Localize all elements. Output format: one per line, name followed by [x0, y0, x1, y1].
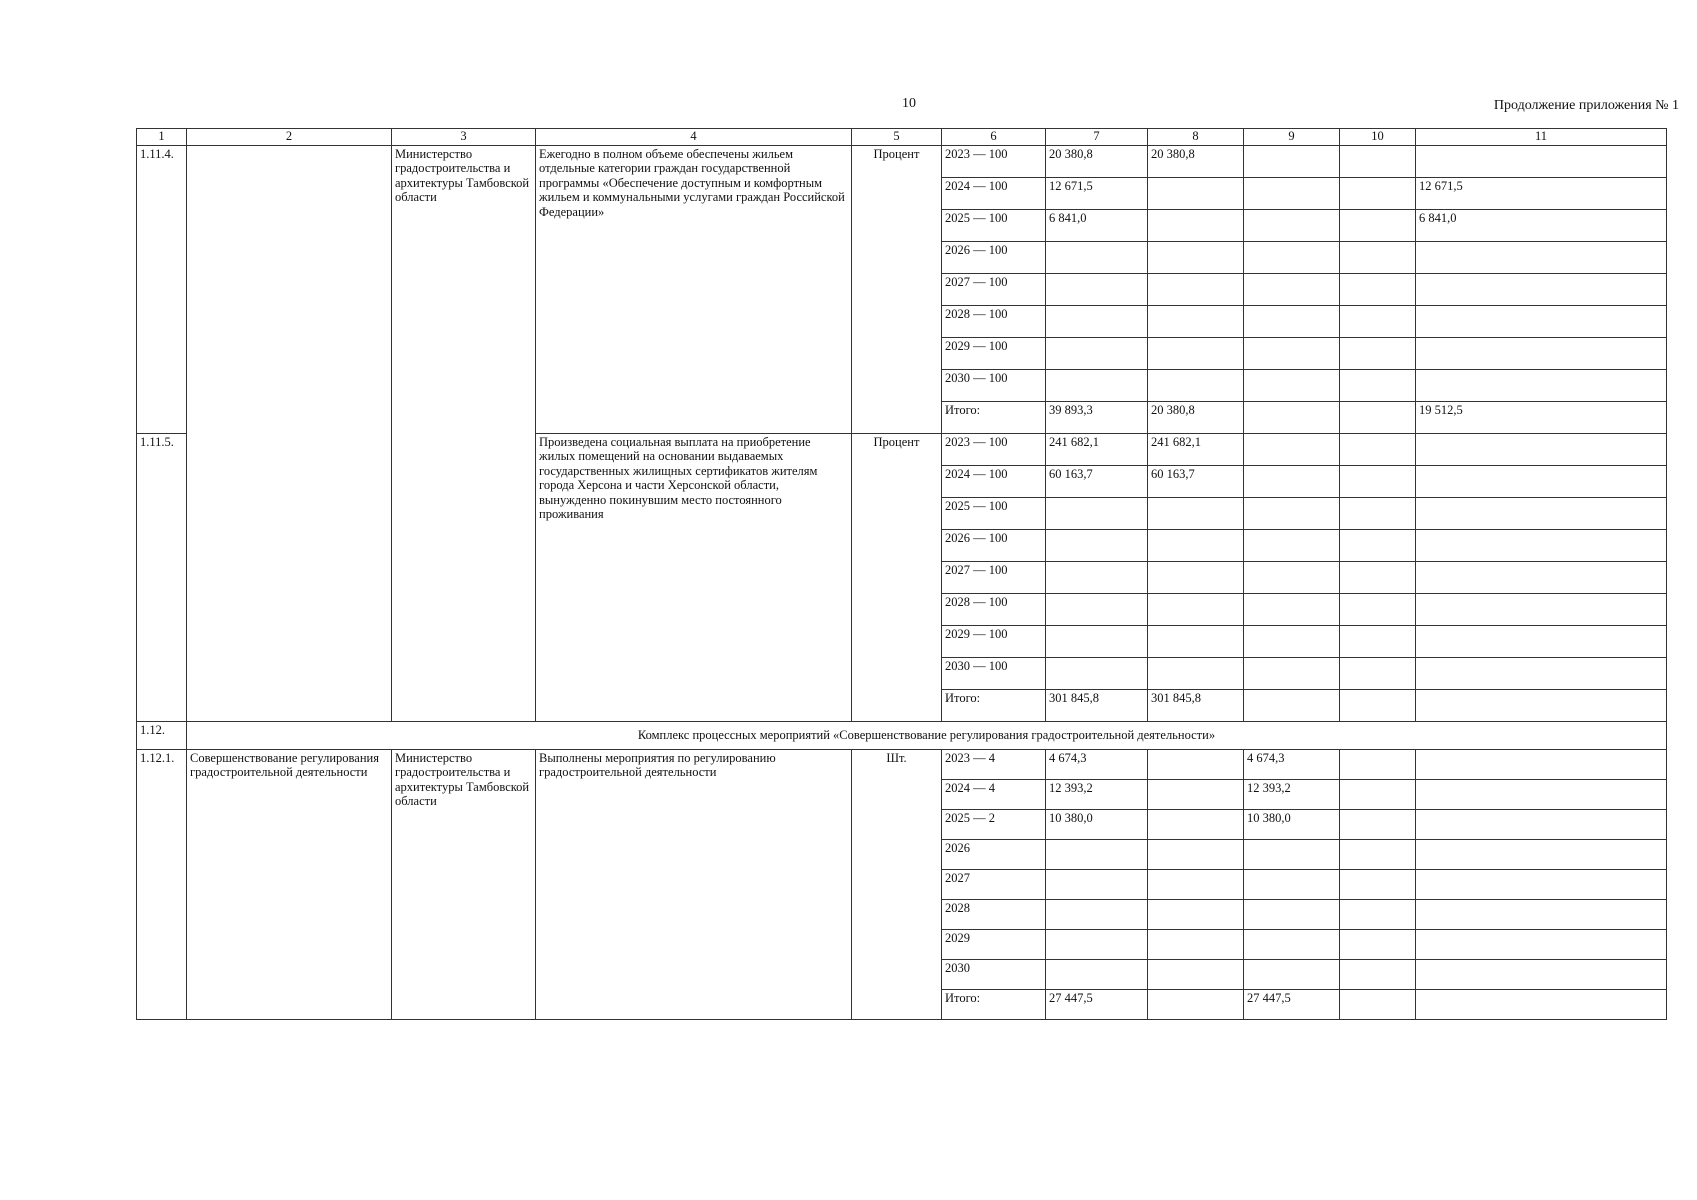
- cell-c6: 2023 — 4: [942, 750, 1046, 780]
- cell-c7: [1046, 530, 1148, 562]
- cell-c8: [1148, 274, 1244, 306]
- cell-c9: [1244, 466, 1340, 498]
- section-row: [137, 722, 1667, 750]
- cell-c6: 2030: [942, 960, 1046, 990]
- col-header: 6: [942, 129, 1046, 146]
- cell-c7: 39 893,3: [1046, 402, 1148, 434]
- cell-c10: [1340, 750, 1416, 780]
- cell-c8: [1148, 594, 1244, 626]
- cell-c7: [1046, 498, 1148, 530]
- cell-c10: [1340, 900, 1416, 930]
- cell-c9: [1244, 960, 1340, 990]
- cell-c8: [1148, 338, 1244, 370]
- cell-c11: 6 841,0: [1416, 210, 1667, 242]
- cell-c9: [1244, 930, 1340, 960]
- cell-c9: [1244, 498, 1340, 530]
- unit: Процент: [852, 434, 942, 722]
- cell-c11: [1416, 626, 1667, 658]
- cell-c9: [1244, 530, 1340, 562]
- cell-c6: 2027 — 100: [942, 562, 1046, 594]
- cell-c9: [1244, 562, 1340, 594]
- cell-c6: 2026 — 100: [942, 530, 1046, 562]
- result-description: Выполнены мероприятия по регулированию градостроительной деятельности: [536, 750, 852, 1020]
- cell-c7: 60 163,7: [1046, 466, 1148, 498]
- cell-c7: [1046, 840, 1148, 870]
- cell-c10: [1340, 658, 1416, 690]
- cell-c8: 20 380,8: [1148, 146, 1244, 178]
- col-header: 8: [1148, 129, 1244, 146]
- item-name: Совершенствование регулирования градостроительной деятельности: [187, 750, 392, 1020]
- cell-c7: [1046, 626, 1148, 658]
- cell-c6: 2029 — 100: [942, 626, 1046, 658]
- cell-c11: [1416, 810, 1667, 840]
- cell-c9: 12 393,2: [1244, 780, 1340, 810]
- cell-c7: [1046, 274, 1148, 306]
- cell-c10: [1340, 434, 1416, 466]
- cell-c6: Итого:: [942, 690, 1046, 722]
- cell-c7: [1046, 658, 1148, 690]
- cell-c11: [1416, 690, 1667, 722]
- table-row: [137, 146, 1667, 178]
- cell-c11: [1416, 306, 1667, 338]
- cell-c10: [1340, 690, 1416, 722]
- cell-c10: [1340, 960, 1416, 990]
- cell-c8: [1148, 498, 1244, 530]
- section-number: 1.12.: [137, 722, 187, 750]
- col-header: 10: [1340, 129, 1416, 146]
- cell-c10: [1340, 466, 1416, 498]
- cell-c11: [1416, 930, 1667, 960]
- unit: Процент: [852, 146, 942, 434]
- cell-c7: 12 671,5: [1046, 178, 1148, 210]
- cell-c11: [1416, 530, 1667, 562]
- cell-c8: [1148, 900, 1244, 930]
- cell-c9: 4 674,3: [1244, 750, 1340, 780]
- cell-c8: [1148, 306, 1244, 338]
- cell-c6: 2027 — 100: [942, 274, 1046, 306]
- cell-c11: 12 671,5: [1416, 178, 1667, 210]
- cell-c11: [1416, 960, 1667, 990]
- cell-c10: [1340, 274, 1416, 306]
- cell-c7: [1046, 930, 1148, 960]
- item-number: 1.12.1.: [137, 750, 187, 1020]
- cell-c7: 12 393,2: [1046, 780, 1148, 810]
- cell-c10: [1340, 810, 1416, 840]
- cell-c10: [1340, 990, 1416, 1020]
- cell-c8: 60 163,7: [1148, 466, 1244, 498]
- cell-c11: [1416, 594, 1667, 626]
- cell-c9: [1244, 594, 1340, 626]
- cell-c7: [1046, 594, 1148, 626]
- cell-c11: [1416, 466, 1667, 498]
- cell-c8: [1148, 242, 1244, 274]
- cell-c6: 2024 — 100: [942, 466, 1046, 498]
- cell-c6: 2025 — 2: [942, 810, 1046, 840]
- page-number: 10: [902, 96, 916, 111]
- cell-c9: [1244, 402, 1340, 434]
- cell-c9: [1244, 900, 1340, 930]
- cell-c6: 2026 — 100: [942, 242, 1046, 274]
- cell-c8: [1148, 530, 1244, 562]
- cell-c11: 19 512,5: [1416, 402, 1667, 434]
- cell-c9: [1244, 870, 1340, 900]
- header-row: [137, 129, 1667, 146]
- cell-c8: [1148, 370, 1244, 402]
- cell-c11: [1416, 562, 1667, 594]
- cell-c7: [1046, 870, 1148, 900]
- cell-c8: [1148, 810, 1244, 840]
- cell-c7: [1046, 900, 1148, 930]
- col-header: 5: [852, 129, 942, 146]
- responsible-ministry: Министерство градостроительства и архитектуры Тамбовской области: [392, 750, 536, 1020]
- cell-c8: [1148, 840, 1244, 870]
- col-header: 11: [1416, 129, 1667, 146]
- cell-c11: [1416, 146, 1667, 178]
- cell-c6: 2029 — 100: [942, 338, 1046, 370]
- cell-c11: [1416, 242, 1667, 274]
- cell-c9: [1244, 690, 1340, 722]
- cell-c7: [1046, 562, 1148, 594]
- cell-c8: 241 682,1: [1148, 434, 1244, 466]
- cell-c6: 2023 — 100: [942, 146, 1046, 178]
- cell-c8: [1148, 960, 1244, 990]
- cell-c7: 20 380,8: [1046, 146, 1148, 178]
- col-header: 7: [1046, 129, 1148, 146]
- result-description: Ежегодно в полном объеме обеспечены жильем отдельные категории граждан государственной программы «Обеспечение доступным и комфортным жильем и коммунальными услугами граждан Российской Федерации»: [536, 146, 852, 434]
- cell-c11: [1416, 900, 1667, 930]
- cell-c10: [1340, 930, 1416, 960]
- cell-c10: [1340, 370, 1416, 402]
- cell-c9: [1244, 306, 1340, 338]
- cell-c9: [1244, 370, 1340, 402]
- cell-c10: [1340, 402, 1416, 434]
- cell-c10: [1340, 840, 1416, 870]
- cell-c10: [1340, 780, 1416, 810]
- cell-c7: [1046, 306, 1148, 338]
- cell-c8: [1148, 870, 1244, 900]
- col-header: 2: [187, 129, 392, 146]
- program-table: [136, 128, 1667, 1020]
- cell-c8: 20 380,8: [1148, 402, 1244, 434]
- cell-c7: 4 674,3: [1046, 750, 1148, 780]
- cell-c9: [1244, 210, 1340, 242]
- cell-c9: [1244, 626, 1340, 658]
- result-description: Произведена социальная выплата на приобретение жилых помещений на основании выдаваемых государственных жилищных сертификатов жителям города Херсона и части Херсонской области, вынужденно покинувшим место постоянного проживания: [536, 434, 852, 722]
- cell-c7: 10 380,0: [1046, 810, 1148, 840]
- item-number: 1.11.4.: [137, 146, 187, 434]
- cell-c8: [1148, 562, 1244, 594]
- cell-c7: 241 682,1: [1046, 434, 1148, 466]
- cell-c9: [1244, 338, 1340, 370]
- cell-c6: 2025 — 100: [942, 498, 1046, 530]
- cell-c11: [1416, 750, 1667, 780]
- cell-c6: 2029: [942, 930, 1046, 960]
- cell-c7: 27 447,5: [1046, 990, 1148, 1020]
- col-header: 4: [536, 129, 852, 146]
- cell-c9: 10 380,0: [1244, 810, 1340, 840]
- cell-c8: [1148, 626, 1244, 658]
- table-row: [137, 750, 1667, 780]
- cell-c7: 301 845,8: [1046, 690, 1148, 722]
- cell-c9: [1244, 274, 1340, 306]
- col-header: 1: [137, 129, 187, 146]
- cell-c6: 2030 — 100: [942, 370, 1046, 402]
- cell-c6: 2028 — 100: [942, 306, 1046, 338]
- cell-c8: 301 845,8: [1148, 690, 1244, 722]
- cell-c7: 6 841,0: [1046, 210, 1148, 242]
- cell-c6: 2024 — 4: [942, 780, 1046, 810]
- cell-c10: [1340, 306, 1416, 338]
- cell-c10: [1340, 870, 1416, 900]
- cell-c9: 27 447,5: [1244, 990, 1340, 1020]
- col-header: 3: [392, 129, 536, 146]
- cell-c6: 2028 — 100: [942, 594, 1046, 626]
- cell-c10: [1340, 626, 1416, 658]
- cell-c10: [1340, 562, 1416, 594]
- cell-c11: [1416, 658, 1667, 690]
- cell-c6: 2027: [942, 870, 1046, 900]
- cell-c8: [1148, 210, 1244, 242]
- cell-c6: 2025 — 100: [942, 210, 1046, 242]
- cell-c9: [1244, 840, 1340, 870]
- cell-c9: [1244, 658, 1340, 690]
- cell-c9: [1244, 434, 1340, 466]
- responsible-ministry: Министерство градостроительства и архитектуры Тамбовской области: [392, 146, 536, 722]
- cell-c11: [1416, 840, 1667, 870]
- item-number: 1.11.5.: [137, 434, 187, 722]
- continuation-label: Продолжение приложения № 1: [1493, 98, 1679, 113]
- cell-c11: [1416, 274, 1667, 306]
- cell-c10: [1340, 594, 1416, 626]
- cell-c6: Итого:: [942, 990, 1046, 1020]
- cell-c11: [1416, 498, 1667, 530]
- cell-c11: [1416, 370, 1667, 402]
- col-header: 9: [1244, 129, 1340, 146]
- cell-c9: [1244, 242, 1340, 274]
- cell-c6: Итого:: [942, 402, 1046, 434]
- cell-c8: [1148, 990, 1244, 1020]
- cell-c10: [1340, 338, 1416, 370]
- cell-c11: [1416, 434, 1667, 466]
- cell-c10: [1340, 242, 1416, 274]
- cell-c8: [1148, 178, 1244, 210]
- item-name: [187, 146, 392, 722]
- cell-c11: [1416, 990, 1667, 1020]
- cell-c7: [1046, 338, 1148, 370]
- cell-c10: [1340, 146, 1416, 178]
- cell-c10: [1340, 178, 1416, 210]
- cell-c11: [1416, 870, 1667, 900]
- cell-c10: [1340, 210, 1416, 242]
- section-title: Комплекс процессных мероприятий «Совершенствование регулирования градостроительной деятельности»: [187, 722, 1667, 750]
- cell-c8: [1148, 750, 1244, 780]
- cell-c6: 2026: [942, 840, 1046, 870]
- cell-c8: [1148, 930, 1244, 960]
- cell-c6: 2028: [942, 900, 1046, 930]
- cell-c11: [1416, 338, 1667, 370]
- cell-c9: [1244, 146, 1340, 178]
- cell-c7: [1046, 960, 1148, 990]
- cell-c6: 2023 — 100: [942, 434, 1046, 466]
- cell-c9: [1244, 178, 1340, 210]
- cell-c6: 2024 — 100: [942, 178, 1046, 210]
- cell-c7: [1046, 370, 1148, 402]
- cell-c8: [1148, 658, 1244, 690]
- cell-c7: [1046, 242, 1148, 274]
- cell-c6: 2030 — 100: [942, 658, 1046, 690]
- cell-c10: [1340, 530, 1416, 562]
- unit: Шт.: [852, 750, 942, 1020]
- cell-c11: [1416, 780, 1667, 810]
- cell-c10: [1340, 498, 1416, 530]
- cell-c8: [1148, 780, 1244, 810]
